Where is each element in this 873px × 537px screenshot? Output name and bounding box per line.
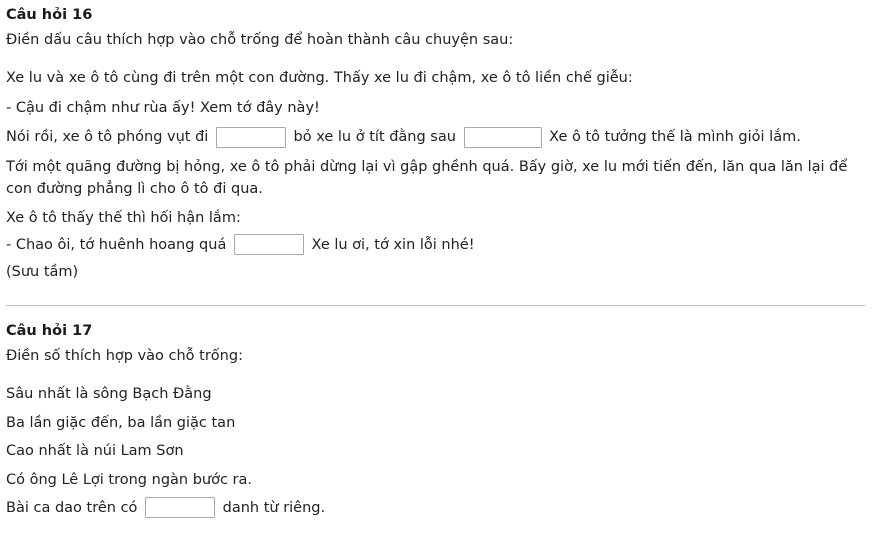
story-paragraph-4: Tới một quãng đường bị hỏng, xe ô tô phải dừng lại vì gập ghềnh quá. Bấy giờ, xe lu mới tiến đến, lăn qua lăn lại để con đường phẳng lì cho ô tô đi qua. [6,158,848,197]
blank-input-1[interactable] [216,127,286,148]
story-paragraph-6 [6,234,865,256]
story-paragraph-2: - Cậu đi chậm như rùa ấy! Xem tớ đây này! [6,99,320,116]
story-paragraph-1: Xe lu và xe ô tô cùng đi trên một con đường. Thấy xe lu đi chậm, xe ô tô liền chế giễu: [6,70,633,87]
answer-line-text-b: danh từ riêng. [222,499,326,516]
poem-line: Cao nhất là núi Lam Sơn [6,443,184,460]
blank-input-3[interactable] [234,234,304,255]
question-16 [6,6,865,283]
story-paragraph-5: Xe ô tô thấy thế thì hối hận lắm: [6,210,241,227]
story-paragraph-3-text-c: Xe ô tô tưởng thế là mình giỏi lắm. [549,129,801,146]
spacer [6,57,865,67]
poem-lines [6,383,865,491]
question-17-title: Câu hỏi 17 [6,322,93,339]
poem-line: Có ông Lê Lợi trong ngàn bước ra. [6,471,253,488]
story-paragraph-3-text-b: bỏ xe lu ở tít đằng sau [293,129,456,146]
story-paragraph-3 [6,126,865,148]
section-divider [6,305,865,306]
spacer [6,373,865,383]
blank-input-4[interactable] [145,497,215,518]
poem-line: Ba lần giặc đến, ba lần giặc tan [6,414,236,431]
question-17-answer-line [6,497,865,519]
story-paragraph-3-text-a: Nói rồi, xe ô tô phóng vụt đi [6,129,209,146]
answer-line-text-a: Bài ca dao trên có [6,499,138,516]
blank-input-2[interactable] [464,127,542,148]
story-paragraph-6-text-b: Xe lu ơi, tớ xin lỗi nhé! [311,236,475,253]
question-16-prompt: Điền dấu câu thích hợp vào chỗ trống để hoàn thành câu chuyện sau: [6,31,514,48]
question-16-title: Câu hỏi 16 [6,7,93,23]
question-17 [6,322,865,519]
poem-line: Sâu nhất là sông Bạch Đằng [6,386,212,403]
question-17-prompt: Điền số thích hợp vào chỗ trống: [6,347,243,364]
story-paragraph-6-text-a: - Chao ôi, tớ huênh hoang quá [6,236,227,253]
story-source: (Sưu tầm) [6,264,79,281]
